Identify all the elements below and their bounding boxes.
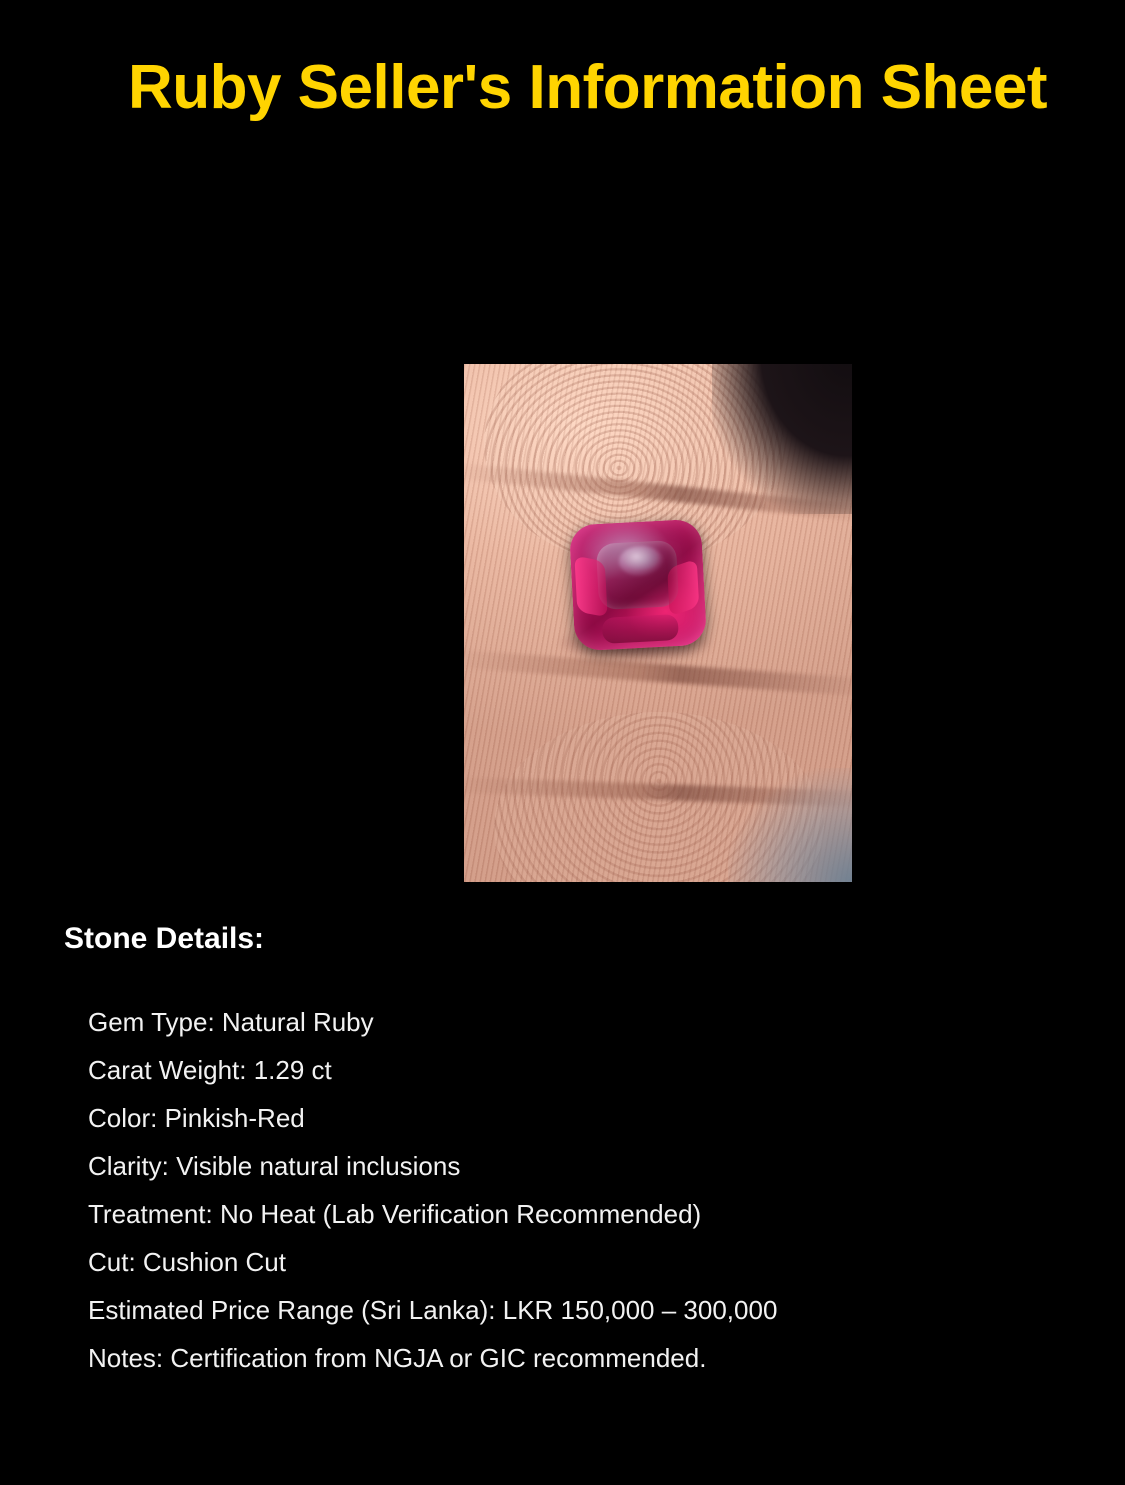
list-item: Clarity: Visible natural inclusions	[88, 1151, 461, 1181]
gem-right-facet	[667, 559, 699, 617]
gem-body	[569, 519, 707, 652]
page-title: Ruby Seller's Information Sheet	[127, 53, 1048, 122]
section-heading-stone-details: Stone Details:	[64, 922, 265, 955]
list-item: Treatment: No Heat (Lab Verification Recommended)	[88, 1199, 702, 1229]
list-item: Estimated Price Range (Sri Lanka): LKR 150,000 – 300,000	[88, 1295, 778, 1325]
list-item: Carat Weight: 1.29 ct	[88, 1055, 332, 1085]
gem-left-facet	[574, 556, 607, 618]
stone-details-list	[88, 998, 1088, 1382]
list-item: Gem Type: Natural Ruby	[88, 1007, 374, 1037]
gemstone-photo	[464, 364, 852, 882]
list-item: Color: Pinkish-Red	[88, 1103, 305, 1133]
gem-bottom-facet	[602, 614, 679, 644]
list-item: Notes: Certification from NGJA or GIC recommended.	[88, 1343, 707, 1373]
list-item: Cut: Cushion Cut	[88, 1247, 286, 1277]
ruby-gemstone	[569, 519, 707, 652]
photo-dark-corner	[712, 364, 852, 514]
photo-light-corner	[728, 768, 852, 882]
